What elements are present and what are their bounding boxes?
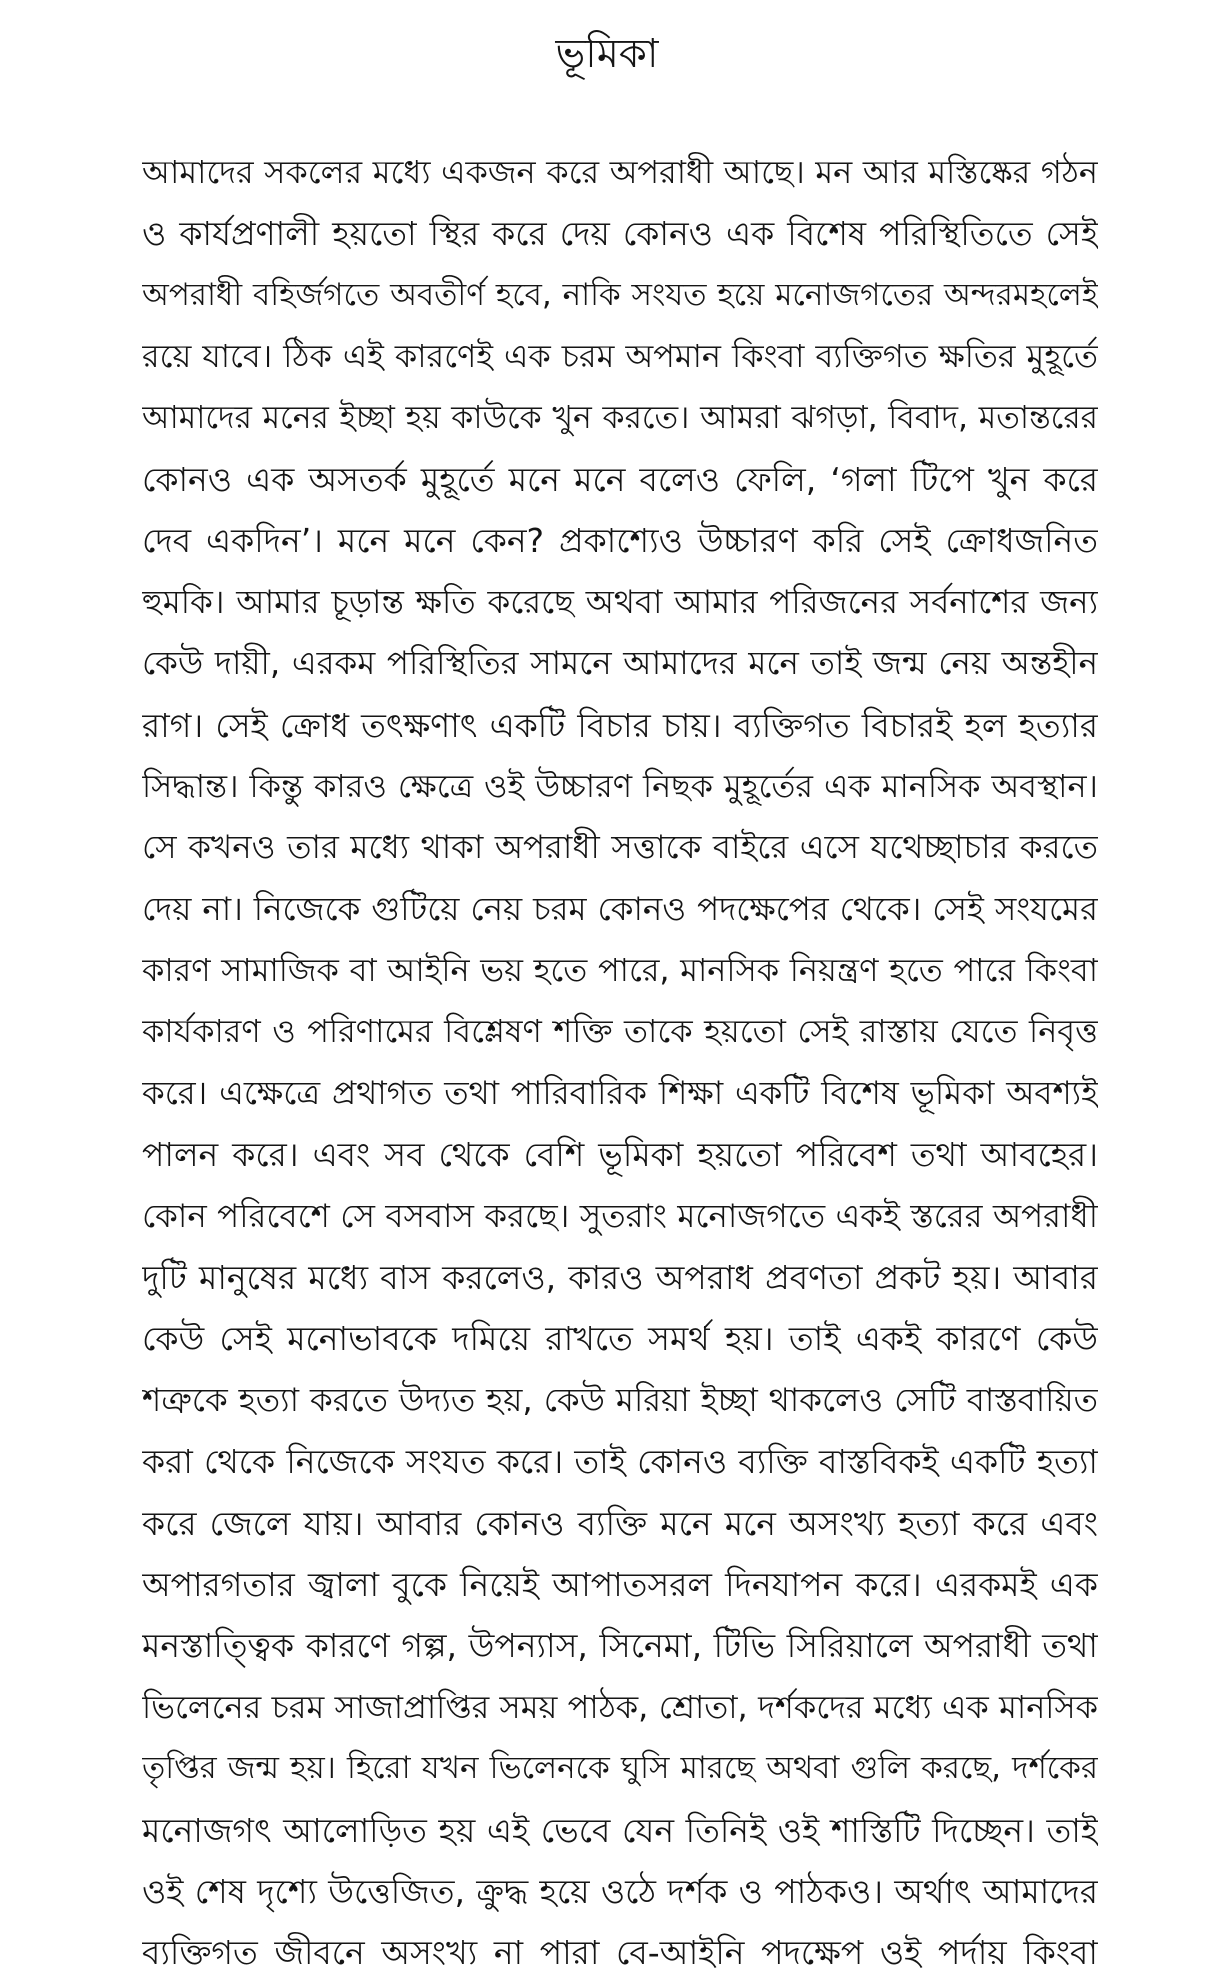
- text-line: দেয় না। নিজেকে গুটিয়ে নেয় চরম কোনও পদক্ষেপের থেকে। সেই সংযমের: [142, 889, 1098, 928]
- text-line: করা থেকে নিজেকে সংযত করে। তাই কোনও ব্যক্তি বাস্তবিকই একটি হত্যা: [142, 1442, 1098, 1482]
- text-line: কেউ সেই মনোভাবকে দমিয়ে রাখতে সমর্থ হয়। তাই একই কারণে কেউ: [142, 1319, 1098, 1359]
- text-line: তৃপ্তির জন্ম হয়। হিরো যখন ভিলেনকে ঘুসি মারছে অথবা গুলি করছে, দর্শকের: [142, 1750, 1098, 1787]
- text-line: দেব একদিন’। মনে মনে কেন? প্রকাশ্যেও উচ্চারণ করি সেই ক্রোধজনিত: [142, 521, 1098, 561]
- text-line: মনোজগৎ আলোড়িত হয় এই ভেবে যেন তিনিই ওই শাস্তিটি দিচ্ছেন। তাই: [142, 1810, 1098, 1850]
- text-line: সিদ্ধান্ত। কিন্তু কারও ক্ষেত্রে ওই উচ্চারণ নিছক মুহূর্তের এক মানসিক অবস্থান।: [142, 766, 1098, 805]
- text-line: আমাদের সকলের মধ্যে একজন করে অপরাধী আছে। মন আর মস্তিষ্কের গঠন: [142, 153, 1098, 191]
- text-line: ব্যক্তিগত জীবনে অসংখ্য না পারা বে-আইনি পদক্ষেপ ওই পর্দায় কিংবা: [142, 1933, 1098, 1973]
- text-line: মনস্তাত্ত্বিক কারণে গল্প, উপন্যাস, সিনেমা, টিভি সিরিয়ালে অপরাধী তথা: [142, 1626, 1098, 1666]
- text-line: শত্রুকে হত্যা করতে উদ্যত হয়, কেউ মরিয়া ইচ্ছা থাকলেও সেটি বাস্তবায়িত: [142, 1380, 1098, 1419]
- text-line: আমাদের মনের ইচ্ছা হয় কাউকে খুন করতে। আমরা ঝগড়া, বিবাদ, মতান্তরের: [142, 399, 1098, 436]
- text-line: কার্যকারণ ও পরিণামের বিশ্লেষণ শক্তি তাকে হয়তো সেই রাস্তায় যেতে নিবৃত্ত: [142, 1012, 1098, 1051]
- text-line: পালন করে। এবং সব থেকে বেশি ভূমিকা হয়তো পরিবেশ তথা আবহের।: [142, 1135, 1098, 1175]
- text-line: করে জেলে যায়। আবার কোনও ব্যক্তি মনে মনে অসংখ্য হত্যা করে এবং: [142, 1503, 1098, 1543]
- text-line: কেউ দায়ী, এরকম পরিস্থিতির সামনে আমাদের মনে তাই জন্ম নেয় অন্তহীন: [142, 644, 1098, 683]
- text-line: ভিলেনের চরম সাজাপ্রাপ্তির সময় পাঠক, শ্রোতা, দর্শকদের মধ্যে এক মানসিক: [142, 1687, 1098, 1726]
- text-line: করে। এক্ষেত্রে প্রথাগত তথা পারিবারিক শিক্ষা একটি বিশেষ ভূমিকা অবশ্যই: [142, 1073, 1098, 1112]
- text-line: অপারগতার জ্বালা বুকে নিয়েই আপাতসরল দিনযাপন করে। এরকমই এক: [142, 1564, 1098, 1604]
- page-title: ভূমিকা: [555, 31, 659, 77]
- text-line: হুমকি। আমার চূড়ান্ত ক্ষতি করেছে অথবা আমার পরিজনের সর্বনাশের জন্য: [142, 582, 1098, 621]
- text-line: দুটি মানুষের মধ্যে বাস করলেও, কারও অপরাধ প্রবণতা প্রকট হয়। আবার: [142, 1258, 1098, 1298]
- text-line: ও কার্যপ্রণালী হয়তো স্থির করে দেয় কোনও এক বিশেষ পরিস্থিতিতে সেই: [142, 214, 1098, 254]
- text-line: রাগ। সেই ক্রোধ তৎক্ষণাৎ একটি বিচার চায়। ব্যক্তিগত বিচারই হল হত্যার: [142, 705, 1098, 745]
- text-line: কোনও এক অসতর্ক মুহূর্তে মনে মনে বলেও ফেলি, ‘গলা টিপে খুন করে: [142, 459, 1098, 499]
- text-line: ওই শেষ দৃশ্যে উত্তেজিত, ক্রুদ্ধ হয়ে ওঠে দর্শক ও পাঠকও। অর্থাৎ আমাদের: [142, 1871, 1098, 1911]
- text-line: সে কখনও তার মধ্যে থাকা অপরাধী সত্তাকে বাইরে এসে যথেচ্ছাচার করতে: [142, 828, 1098, 867]
- text-line: কারণ সামাজিক বা আইনি ভয় হতে পারে, মানসিক নিয়ন্ত্রণ হতে পারে কিংবা: [142, 951, 1098, 990]
- body-text: [142, 142, 1098, 1984]
- text-line: রয়ে যাবে। ঠিক এই কারণেই এক চরম অপমান কিংবা ব্যক্তিগত ক্ষতির মুহূর্তে: [142, 337, 1098, 376]
- text-line: অপরাধী বহির্জগতে অবতীর্ণ হবে, নাকি সংযত হয়ে মনোজগতের অন্দরমহলেই: [142, 276, 1098, 313]
- text-line: কোন পরিবেশে সে বসবাস করছে। সুতরাং মনোজগতে একই স্তরের অপরাধী: [142, 1196, 1098, 1235]
